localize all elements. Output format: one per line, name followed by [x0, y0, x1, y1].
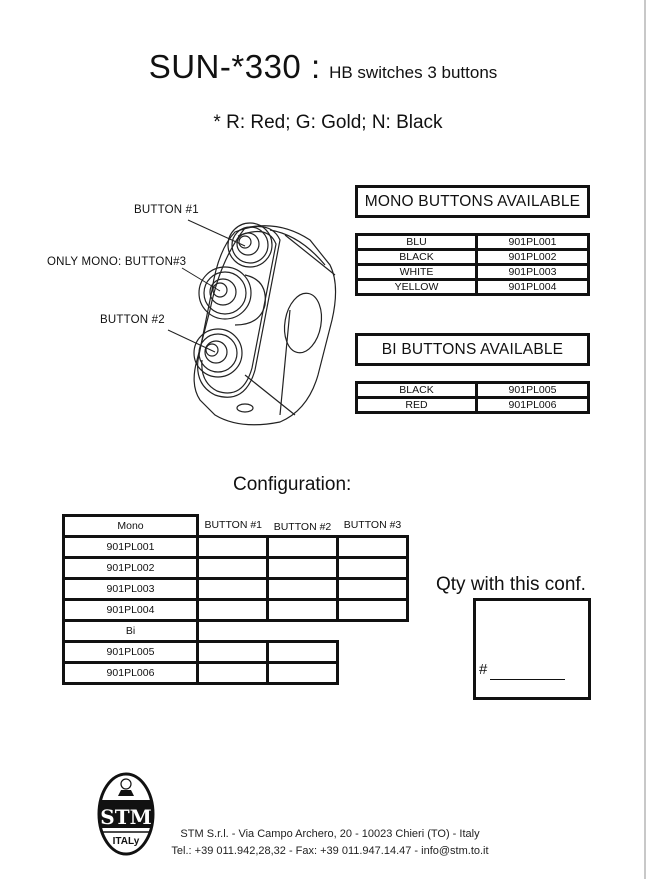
config-cell-button-3[interactable]	[338, 537, 408, 558]
table-row	[357, 383, 589, 398]
callout-button-3: ONLY MONO: BUTTON#3	[47, 256, 187, 268]
quantity-label: Qty with this conf.	[436, 574, 586, 595]
column-header-button-3: BUTTON #3	[343, 519, 402, 532]
button-color: BLACK	[357, 250, 477, 265]
config-cell-button-2[interactable]	[268, 642, 338, 663]
config-cell-button-1[interactable]	[198, 537, 268, 558]
table-row	[357, 235, 589, 250]
button-code: 901PL006	[477, 398, 589, 413]
table-row	[357, 265, 589, 280]
table-row	[357, 280, 589, 295]
button-color: YELLOW	[357, 280, 477, 295]
quantity-hash: #	[479, 661, 488, 678]
table-row	[64, 600, 408, 621]
logo-stm-text: STM	[100, 805, 152, 829]
company-address: STM S.r.l. - Via Campo Archero, 20 - 10023 Chieri (TO) - Italy	[180, 828, 480, 840]
config-cell-button-1[interactable]	[198, 579, 268, 600]
button-code: 901PL004	[477, 280, 589, 295]
column-header-button-2: BUTTON #2	[273, 520, 332, 533]
bi-code: 901PL005	[64, 642, 198, 663]
mono-buttons-title: MONO BUTTONS AVAILABLE	[355, 185, 590, 218]
configuration-title: Configuration:	[233, 474, 352, 495]
company-contacts: Tel.: +39 011.942,28,32 - Fax: +39 011.947.14.47 - info@stm.to.it	[171, 845, 489, 857]
button-code: 901PL001	[477, 235, 589, 250]
table-row	[64, 537, 408, 558]
color-legend: * R: Red; G: Gold; N: Black	[213, 112, 443, 133]
button-color: BLU	[357, 235, 477, 250]
table-row	[357, 250, 589, 265]
config-header-row	[64, 516, 408, 537]
config-cell-button-2[interactable]	[268, 663, 338, 684]
table-row	[64, 663, 408, 684]
config-cell-button-2[interactable]	[268, 579, 338, 600]
switch-drawing-icon	[40, 190, 350, 440]
mono-code: 901PL001	[64, 537, 198, 558]
product-description: HB switches 3 buttons	[329, 63, 498, 82]
config-cell-button-3[interactable]	[338, 579, 408, 600]
button-color: WHITE	[357, 265, 477, 280]
bi-header-spacer	[198, 621, 408, 642]
config-cell-button-3[interactable]	[338, 558, 408, 579]
config-cell-button-2[interactable]	[268, 537, 338, 558]
logo-italy-text: ITALy	[112, 836, 140, 847]
callout-button-1: BUTTON #1	[134, 204, 199, 216]
config-cell-button-1[interactable]	[198, 558, 268, 579]
mono-code: 901PL004	[64, 600, 198, 621]
company-footer	[150, 826, 510, 860]
column-header-button-1: BUTTON #1	[204, 519, 263, 532]
bi-buttons-table	[355, 381, 590, 414]
mono-code: 901PL002	[64, 558, 198, 579]
page-title	[0, 48, 646, 86]
callout-button-2: BUTTON #2	[100, 314, 165, 326]
button-color: BLACK	[357, 383, 477, 398]
mono-header: Mono	[64, 516, 198, 537]
config-cell-button-1[interactable]	[198, 663, 268, 684]
config-cell-blank	[338, 663, 408, 684]
button-code: 901PL002	[477, 250, 589, 265]
bi-header-row	[64, 621, 408, 642]
quantity-box[interactable]	[473, 598, 591, 700]
config-cell-button-2[interactable]	[268, 600, 338, 621]
table-row	[64, 642, 408, 663]
config-cell-blank	[338, 642, 408, 663]
product-code: SUN-*330 :	[148, 48, 321, 85]
mono-buttons-table	[355, 233, 590, 296]
config-cell-button-1[interactable]	[198, 600, 268, 621]
quantity-fill-line[interactable]	[490, 679, 565, 680]
config-cell-button-3[interactable]	[338, 600, 408, 621]
config-cell-button-2[interactable]	[268, 558, 338, 579]
bi-buttons-title: BI BUTTONS AVAILABLE	[355, 333, 590, 366]
button-color: RED	[357, 398, 477, 413]
table-row	[357, 398, 589, 413]
table-row	[64, 558, 408, 579]
bi-code: 901PL006	[64, 663, 198, 684]
button-code: 901PL003	[477, 265, 589, 280]
configuration-table	[62, 514, 409, 685]
button-code: 901PL005	[477, 383, 589, 398]
mono-code: 901PL003	[64, 579, 198, 600]
switch-diagram	[40, 190, 350, 440]
config-cell-button-1[interactable]	[198, 642, 268, 663]
table-row	[64, 579, 408, 600]
stm-logo	[96, 772, 156, 856]
bi-header: Bi	[64, 621, 198, 642]
